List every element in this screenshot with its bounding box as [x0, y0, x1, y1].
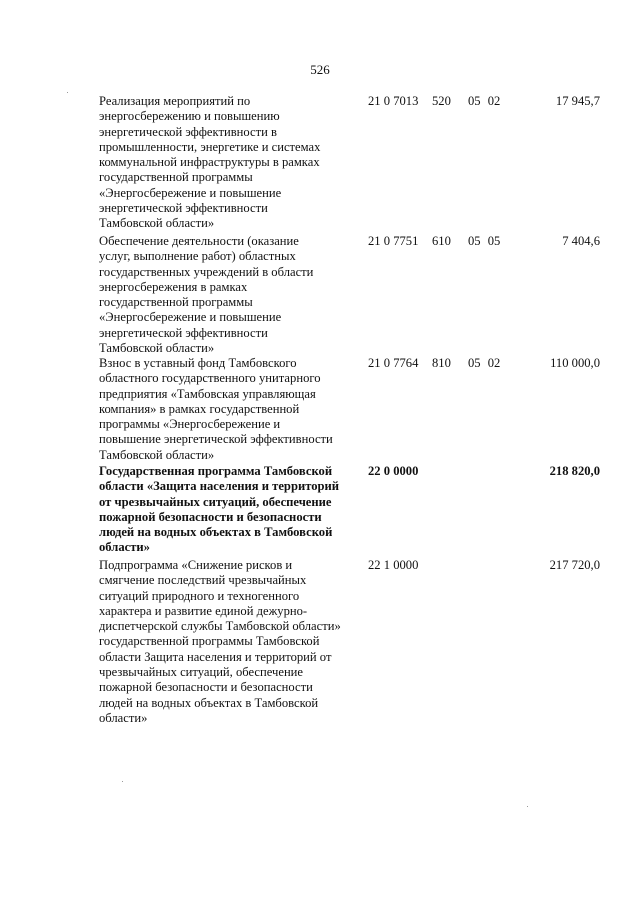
page-number: 526	[310, 62, 330, 77]
scan-speck	[527, 806, 528, 807]
row-target-article-code: 22 0 0000	[368, 464, 419, 478]
row-expense-type-code: 810	[432, 356, 451, 370]
scan-speck	[122, 781, 123, 782]
row-name: Подпрограмма «Снижение рисков и смягчение последствий чрезвычайных ситуаций природного и техногенного характера и развитие единой дежурно- диспетчерской службы Тамбовской области» государственной программы Тамбовской области Защита населения и территорий от чрезвычайных ситуаций, обеспечение пожарной безопасности и безопасности людей на водных объектах в Тамбовской области»	[99, 558, 341, 725]
row-section-code: 05 02	[468, 94, 501, 108]
row-name: Реализация мероприятий по энергосбережению и повышению энергетической эффективности в промышленности, энергетике и системах коммунальной инфраструктуры в рамках государственной программы «Энергосбережение и повышение энергетической эффективности Тамбовской области»	[99, 94, 321, 231]
row-amount: 217 720,0	[549, 558, 600, 572]
row-name: Взнос в уставный фонд Тамбовского областного государственного унитарного предприятия «Тамбовская управляющая компания» в рамках государственной программы «Энергосбережение и повышение энергетической эффективности Тамбовской области»	[99, 356, 333, 462]
row-target-article-code: 21 0 7764	[368, 356, 419, 370]
row-amount: 110 000,0	[550, 356, 600, 370]
row-name: Государственная программа Тамбовской области «Защита населения и территорий от чрезвычайных ситуаций, обеспечение пожарной безопасности и безопасности людей на водных объектах в Тамбовской области»	[99, 464, 340, 555]
row-target-article-code: 21 0 7013	[368, 94, 419, 108]
row-target-article-code: 21 0 7751	[368, 234, 419, 248]
scan-speck	[67, 92, 68, 93]
row-target-article-code: 22 1 0000	[368, 558, 419, 572]
row-section-code: 05 02	[468, 356, 501, 370]
row-amount: 17 945,7	[555, 94, 600, 108]
row-expense-type-code: 520	[432, 94, 451, 108]
row-amount: 218 820,0	[549, 464, 600, 478]
row-section-code: 05 05	[468, 234, 501, 248]
row-name: Обеспечение деятельности (оказание услуг, выполнение работ) областных государственных учреждений в области энергосбережения в рамках государственной программы «Энергосбережение и повышение энергетической эффективности Тамбовской области»	[99, 234, 314, 356]
row-amount: 7 404,6	[562, 234, 600, 248]
row-expense-type-code: 610	[432, 234, 451, 248]
